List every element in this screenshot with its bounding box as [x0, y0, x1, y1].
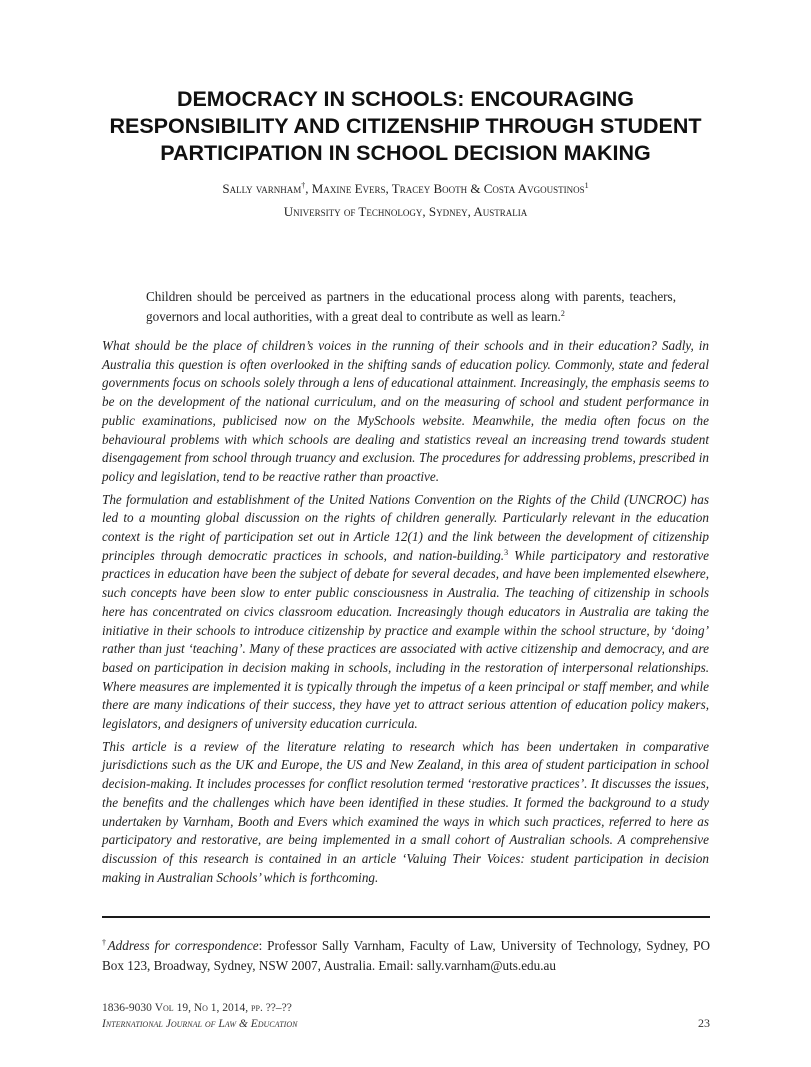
volume-number: 19, — [173, 1002, 194, 1014]
title-line-1: DEMOCRACY IN SCHOOLS: ENCOURAGING — [176, 87, 635, 111]
journal-name: International Journal of Law & Education — [102, 1018, 298, 1030]
number-year: 1, 2014, — [207, 1002, 252, 1014]
number-label: No — [193, 1002, 208, 1014]
author-name: Sally varnham — [222, 181, 302, 196]
epigraph-quote — [146, 287, 676, 327]
correspondence-footnote — [102, 936, 710, 976]
abstract-paragraph-3: This article is a review of the literature relating to research which has been undertaken in comparative jurisdictions such as the UK and Europe, the US and New Zealand, in this area of student participation in school decision-making. It includes processes for conflict resolution termed ‘restorative practices’. It discusses the issues, the benefits and the challenges which have been identified in these studies. It formed the background to a study undertaken by Varnham, Booth and Evers which examined the ways in which such practices, referred to here as participatory and restorative, are being implemented in a small cohort of Australian schools. A comprehensive discussion of this research is contained in an article ‘Valuing Their Voices: student participation in decision making in Australian Schools’ which is forthcoming. — [102, 738, 709, 885]
abstract-paragraph-2 — [102, 491, 709, 734]
coauthor-names: , Maxine Evers, Tracey Booth & Costa Avgoustinos — [305, 181, 585, 196]
title-line-2: RESPONSIBILITY AND CITIZENSHIP THROUGH STUDENT — [109, 114, 702, 138]
paragraph-text-cont: While participatory and restorative practices in education have been the subject of debate for several decades, and have been implemented elsewhere, such concepts have been slow to enter public consciousness in Australia. The teaching of citizenship in schools here has concentrated on civics classroom education. Increasingly though educators in Australia are taking the initiative in their schools to introduce citizenship by practice and example within the school structure, by ‘doing’ rather than just ‘teaching’. Many of these practices are associated with active citizenship and democracy, and are based on participation in decision making in schools, including in the restoration of interpersonal relationships. Where measures are implemented it is typically through the impetus of a keen principal or staff member, and while there are many indications of their success, they have yet to attract serious attention of education policy makers, legislators, and designers of university education curricula. — [102, 547, 709, 732]
pages-label: pp. — [251, 1002, 263, 1014]
page-number: 23 — [698, 1016, 710, 1030]
affiliation: University of Technology, Sydney, Australia — [283, 204, 528, 219]
author-block — [100, 177, 711, 223]
title-line-3: PARTICIPATION IN SCHOOL DECISION MAKING — [160, 141, 651, 165]
author-list — [100, 177, 711, 200]
footnote-ref: 3 — [504, 547, 509, 557]
footnote-ref: 1 — [584, 181, 589, 190]
abstract-paragraph-1: What should be the place of children’s voices in the running of their schools and in their education? Sadly, in Australia this question is often overlooked in the shifting sands of education policy. Commonly, state and federal governments focus on schools solely through a lens of educational attainment. Increasingly, the emphasis seems to be on the development of the national curriculum, and on the measuring of school and student performance in public examinations, publicised now on the MySchools website. Meanwhile, the media often focus on the behavioural problems with which schools are dealing and statistics reveal an increasing trend towards student disengagement from school through truancy and exclusion. The procedures for addressing problems, prescribed in policy and legislation, tend to be reactive rather than proactive. — [102, 338, 709, 484]
footnote-text: : Professor Sally Varnham, Faculty of Law, University of Technology, Sydney, PO Box 123, Broadway, Sydney, NSW 2007, Australia. Email: sally.varnham@uts.edu.au — [102, 938, 711, 973]
correspondence-mark: † — [301, 181, 306, 190]
footnote-label: Address for correspondence — [107, 938, 259, 953]
issn: 1836-9030 — [102, 1002, 152, 1014]
footnote-mark: † — [102, 938, 108, 947]
abstract — [102, 337, 709, 891]
issue-info — [102, 1000, 292, 1016]
footnote-divider — [102, 916, 710, 918]
paragraph-text: The formulation and establishment of the United Nations Convention on the Rights of the Child (UNCROC) has led to a mounting global discussion on the rights of children generally. Particularly relevant in the education context is the right of participation set out in Article 12(1) and the link between the development of citizenship principles through democratic practices in schools, and nation-building. — [102, 491, 709, 563]
footnote-ref: 2 — [560, 309, 565, 318]
article-title — [100, 86, 711, 167]
epigraph-text: Children should be perceived as partners in the educational process along with parents, teachers, governors and local authorities, with a great deal to contribute as well as learn. — [146, 289, 676, 324]
page-range: ??–?? — [262, 1002, 292, 1014]
volume-label: Vol — [154, 1002, 174, 1014]
